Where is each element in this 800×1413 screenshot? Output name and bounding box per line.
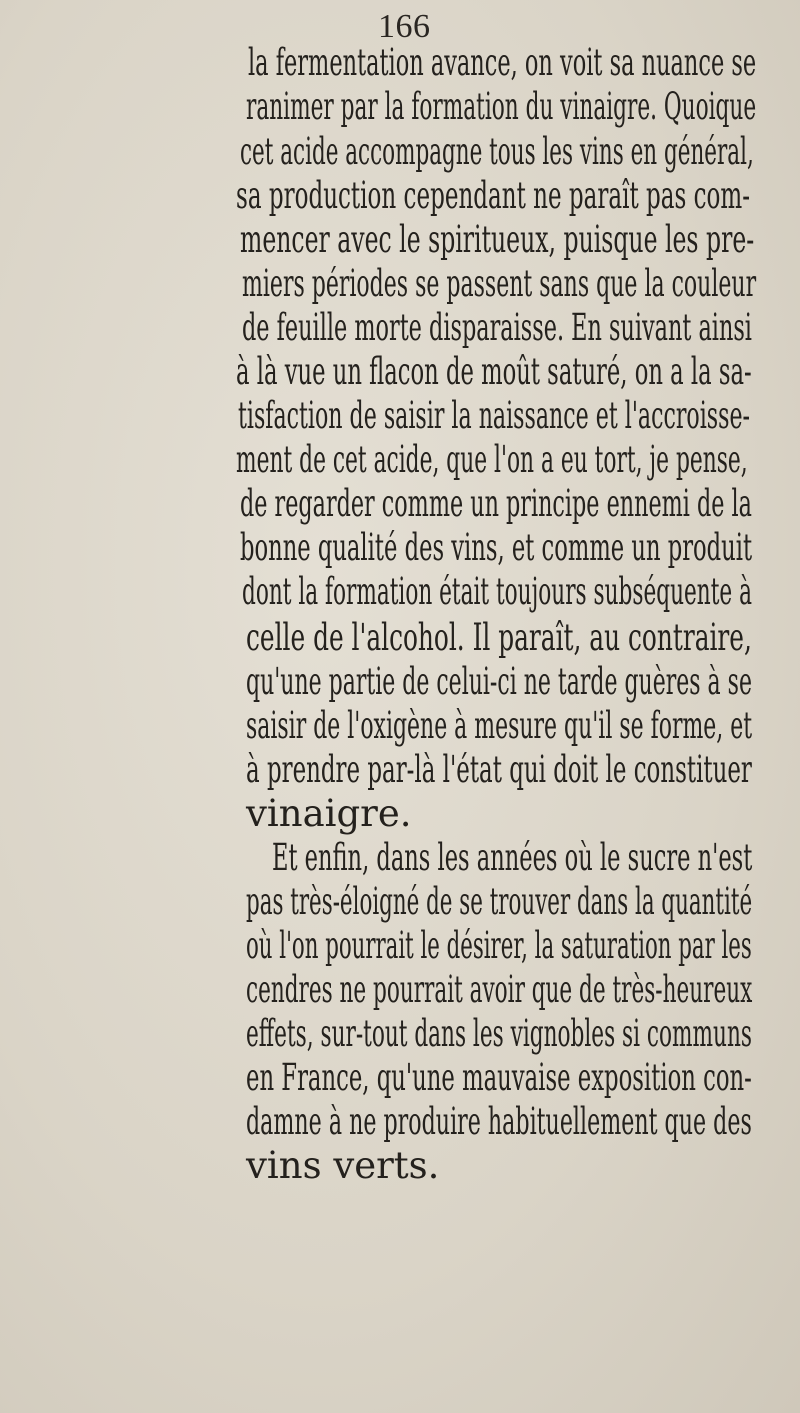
text-line: à prendre par-là l'état qui doit le constituer <box>246 748 752 791</box>
text-line: miers périodes se passent sans que la couleur <box>242 262 757 305</box>
text-line: ment de cet acide, que l'on a eu tort, je pense, <box>236 438 748 481</box>
text-line: où l'on pourrait le désirer, la saturation par les <box>246 924 752 967</box>
text-line: en France, qu'une mauvaise exposition con- <box>246 1056 752 1099</box>
text-line: ranimer par la formation du vinaigre. Quoique <box>246 85 757 128</box>
text-line: de regarder comme un principe ennemi de la <box>240 482 752 525</box>
text-line: mencer avec le spiritueux, puisque les pre- <box>240 218 755 261</box>
text-line: dont la formation était toujours subséquente à <box>242 570 752 613</box>
text-line: pas très-éloigné de se trouver dans la quantité <box>246 880 753 923</box>
text-line: Et enfin, dans les années où le sucre n'est <box>272 836 753 879</box>
text-line: sa production cependant ne paraît pas com- <box>236 174 751 217</box>
text-line: à là vue un flacon de moût saturé, on a la sa- <box>236 350 752 393</box>
text-line: celle de l'alcohol. Il paraît, au contraire, <box>246 616 752 659</box>
text-line: vins verts. <box>246 1144 440 1187</box>
text-line: damne à ne produire habituellement que des <box>246 1100 752 1143</box>
page-number: 166 <box>378 8 431 45</box>
text-line: vinaigre. <box>246 792 412 835</box>
text-line: la fermentation avance, on voit sa nuance se <box>248 41 757 84</box>
text-line: saisir de l'oxigène à mesure qu'il se forme, et <box>246 704 753 747</box>
text-line: cendres ne pourrait avoir que de très-heureux <box>246 968 753 1011</box>
text-line: bonne qualité des vins, et comme un produit <box>240 526 753 569</box>
text-line: de feuille morte disparaisse. En suivant ainsi <box>242 306 752 349</box>
text-line: qu'une partie de celui-ci ne tarde guères à se <box>246 660 752 703</box>
text-line: effets, sur-tout dans les vignobles si communs <box>246 1012 752 1055</box>
text-line: cet acide accompagne tous les vins en général, <box>240 130 754 173</box>
text-line: tisfaction de saisir la naissance et l'accroisse- <box>238 394 751 437</box>
